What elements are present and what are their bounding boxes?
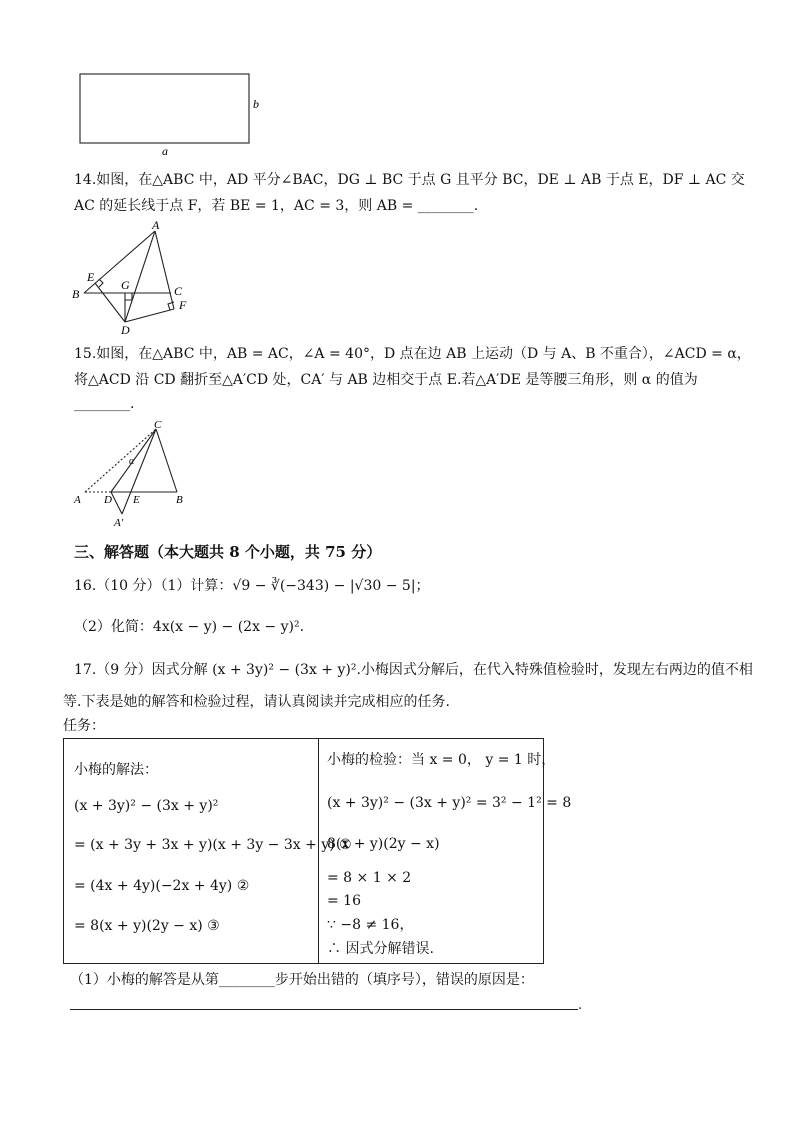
- segment-DA2: [111, 492, 122, 514]
- label-A-prime: A′: [114, 517, 124, 529]
- check-line: (x + 3y)² − (3x + y)² = 3² − 1² = 8: [327, 795, 572, 811]
- section-heading: 三、解答题（本大题共 8 个小题，共 75 分）: [74, 543, 382, 561]
- q14-text-line2: AC 的延长线于点 F，若 BE = 1，AC = 3，则 AB = ________.: [74, 198, 479, 214]
- q14-triangle-figure: [70, 218, 200, 340]
- label-alpha: α: [129, 456, 135, 467]
- label-D: D: [104, 494, 112, 506]
- q17-question1: （1）小梅的解答是从第________步开始出错的（填序号），错误的原因是：: [70, 972, 534, 988]
- check-line: 小梅的检验：当 x = 0， y = 1 时，: [327, 752, 556, 768]
- q17-task-label: 任务：: [63, 718, 105, 734]
- q15-triangle-figure: [70, 418, 200, 530]
- label-F: F: [179, 298, 187, 312]
- solution-line: (x + 3y)² − (3x + y)²: [74, 798, 219, 814]
- solution-table: [63, 738, 572, 964]
- q15-text-line2: 将△ACD 沿 CD 翻折至△A′CD 处，CA′ 与 AB 边相交于点 E.若△A′DE 是等腰三角形，则 α 的值为: [74, 372, 698, 388]
- q16-part1: 16.（10 分）（1）计算：√9 − ∛(−343) − |√30 − 5|；: [74, 578, 430, 594]
- segment-DF: [125, 309, 174, 322]
- label-G: G: [121, 278, 130, 292]
- solution-line: 小梅的解法：: [74, 762, 158, 778]
- check-line: ∵ −8 ≠ 16，: [327, 917, 414, 933]
- rectangle-shape: [80, 74, 249, 143]
- check-line: ∴ 因式分解错误.: [327, 941, 434, 957]
- label-A: A: [152, 218, 160, 232]
- q16-part2: （2）化简：4x(x − y) − (2x − y)².: [74, 619, 305, 635]
- label-b: b: [253, 97, 259, 111]
- segment-AF: [155, 231, 174, 309]
- answer-line-end-period: .: [578, 998, 583, 1013]
- check-line: = 8 × 1 × 2: [327, 870, 412, 886]
- label-C: C: [174, 284, 183, 298]
- q14-text-line1: 14.如图，在△ABC 中，AD 平分∠BAC，DG ⊥ BC 于点 G 且平分 BC，DE ⊥ AB 于点 E，DF ⊥ AC 交: [74, 172, 745, 188]
- label-E: E: [87, 270, 95, 284]
- label-a: a: [162, 144, 168, 156]
- label-B: B: [72, 287, 80, 301]
- solution-line: = (4x + 4y)(−2x + 4y) ②: [74, 878, 250, 894]
- label-B: B: [176, 494, 183, 506]
- check-cell: [319, 739, 572, 964]
- solution-line: = 8(x + y)(2y − x) ③: [74, 918, 220, 934]
- check-line: 8(x + y)(2y − x): [327, 836, 440, 852]
- label-D: D: [121, 323, 130, 337]
- label-C: C: [154, 419, 162, 431]
- rectangle-figure: [70, 66, 270, 156]
- q15-text-line3: ________.: [74, 396, 135, 412]
- answer-blank-line: [70, 1009, 578, 1010]
- segment-AC-dashed: [85, 429, 156, 492]
- label-E: E: [133, 494, 140, 506]
- q17-text-line1: 17.（9 分）因式分解 (x + 3y)² − (3x + y)².小梅因式分解后，在代入特殊值检验时，发现左右两边的值不相: [74, 662, 753, 678]
- right-angle-G: [125, 293, 132, 300]
- label-A: A: [74, 494, 81, 506]
- right-angle-E: [99, 279, 103, 287]
- q17-text-line2: 等.下表是她的解答和检验过程，请认真阅读并完成相应的任务.: [63, 694, 450, 710]
- solution-line: = (x + 3y + 3x + y)(x + 3y − 3x + y) ①: [74, 837, 352, 853]
- segment-CB: [156, 429, 177, 492]
- q15-text-line1: 15.如图，在△ABC 中，AB = AC，∠A = 40°，D 点在边 AB 上运动（D 与 A、B 不重合），∠ACD = α，: [74, 346, 751, 362]
- check-line: = 16: [327, 893, 361, 909]
